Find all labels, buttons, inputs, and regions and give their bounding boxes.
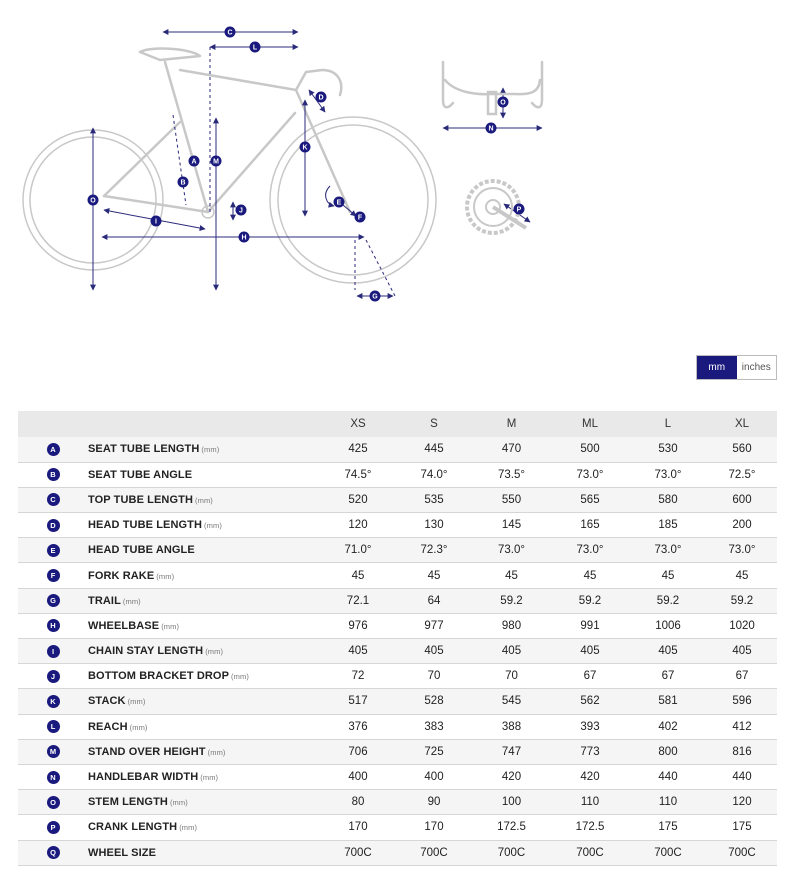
row-letter-badge: C xyxy=(47,493,60,506)
table-cell-m: 45 xyxy=(472,563,551,588)
table-cell-ml: 500 xyxy=(551,437,629,462)
table-cell-s: 130 xyxy=(396,513,472,538)
table-cell-ml: 700C xyxy=(551,840,629,865)
measurement-name: WHEELBASE xyxy=(88,619,160,632)
table-cell-m: 172.5 xyxy=(472,815,551,840)
table-cell-s: 535 xyxy=(396,487,472,512)
geometry-table xyxy=(18,411,777,866)
row-letter-badge: Q xyxy=(47,846,60,859)
table-cell-m: 145 xyxy=(472,513,551,538)
table-cell-xl: 73.0° xyxy=(707,538,777,563)
table-cell-l: 185 xyxy=(629,513,707,538)
badge-g xyxy=(370,291,381,302)
table-cell-l: 45 xyxy=(629,563,707,588)
table-cell-m: 388 xyxy=(472,714,551,739)
table-cell-xs: 400 xyxy=(320,764,396,789)
table-cell-xs: 976 xyxy=(320,613,396,638)
table-cell-l: 405 xyxy=(629,639,707,664)
table-cell-xs: 74.5° xyxy=(320,462,396,487)
table-row xyxy=(18,664,777,689)
table-cell-xs: 376 xyxy=(320,714,396,739)
measurement-unit: (mm) xyxy=(161,621,180,631)
table-cell-xl: 1020 xyxy=(707,613,777,638)
measurement-name: WHEEL SIZE xyxy=(88,846,157,859)
table-row xyxy=(18,462,777,487)
table-cell-m: 420 xyxy=(472,764,551,789)
row-letter-badge: K xyxy=(47,695,60,708)
measurement-name: HEAD TUBE ANGLE xyxy=(88,544,195,557)
table-row xyxy=(18,487,777,512)
row-letter-badge: L xyxy=(47,720,60,733)
measurement-unit: (mm) xyxy=(201,445,220,455)
svg-text:C: C xyxy=(227,29,233,37)
table-cell-m: 73.5° xyxy=(472,462,551,487)
table-cell-s: 64 xyxy=(396,588,472,613)
badge-h xyxy=(239,232,250,243)
svg-text:L: L xyxy=(252,44,258,52)
table-row xyxy=(18,815,777,840)
table-cell-l: 1006 xyxy=(629,613,707,638)
table-cell-xs: 520 xyxy=(320,487,396,512)
measurement-unit: (mm) xyxy=(204,521,222,531)
table-cell-ml: 45 xyxy=(551,563,629,588)
table-cell-xl: 59.2 xyxy=(707,588,777,613)
table-cell-l: 73.0° xyxy=(629,538,707,563)
table-cell-m: 70 xyxy=(472,664,551,689)
table-row xyxy=(18,563,777,588)
measurement-name: HEAD TUBE LENGTH xyxy=(88,519,203,532)
table-row xyxy=(18,437,777,462)
table-row xyxy=(18,840,777,865)
table-row xyxy=(18,513,777,538)
badge-o-stem xyxy=(498,97,509,108)
badge-f xyxy=(355,212,366,223)
row-letter-badge: F xyxy=(47,569,60,582)
measurement-name: REACH xyxy=(88,720,128,733)
table-cell-l: 67 xyxy=(629,664,707,689)
size-header: XS xyxy=(320,411,396,437)
measurement-unit: (mm) xyxy=(231,672,249,682)
measurement-unit: (mm) xyxy=(200,773,219,783)
row-letter-badge: D xyxy=(47,519,60,532)
row-letter-badge: O xyxy=(47,796,60,809)
table-cell-m: 405 xyxy=(472,639,551,664)
table-cell-l: 581 xyxy=(629,689,707,714)
measurement-unit: (mm) xyxy=(205,647,224,657)
bike-frame xyxy=(104,49,350,212)
svg-text:H: H xyxy=(241,234,247,242)
measurement-unit: (mm) xyxy=(122,596,141,606)
measurement-name: BOTTOM BRACKET DROP xyxy=(88,670,230,683)
table-cell-xs: 700C xyxy=(320,840,396,865)
measurement-unit: (mm) xyxy=(156,571,175,581)
badge-d xyxy=(316,92,327,103)
size-header: M xyxy=(472,411,551,437)
badge-m xyxy=(211,156,222,167)
table-cell-xl: 560 xyxy=(707,437,777,462)
table-cell-m: 470 xyxy=(472,437,551,462)
size-header: S xyxy=(396,411,472,437)
row-letter-badge: J xyxy=(47,670,60,683)
table-cell-l: 800 xyxy=(629,739,707,764)
table-cell-ml: 562 xyxy=(551,689,629,714)
table-cell-ml: 110 xyxy=(551,790,629,815)
size-header: ML xyxy=(551,411,629,437)
handlebar-front-view xyxy=(443,62,542,114)
table-cell-xl: 405 xyxy=(707,639,777,664)
table-cell-xl: 600 xyxy=(707,487,777,512)
table-cell-ml: 73.0° xyxy=(551,538,629,563)
table-row xyxy=(18,639,777,664)
svg-text:D: D xyxy=(318,94,324,102)
table-cell-xs: 80 xyxy=(320,790,396,815)
measurement-name: FORK RAKE xyxy=(88,569,155,582)
svg-text:B: B xyxy=(180,179,186,187)
table-row xyxy=(18,689,777,714)
svg-text:E: E xyxy=(336,199,342,207)
badge-n xyxy=(486,123,497,134)
measurement-unit: (mm) xyxy=(195,495,213,505)
measurement-unit: (mm) xyxy=(207,747,226,757)
table-cell-l: 580 xyxy=(629,487,707,512)
badge-e xyxy=(334,197,345,208)
measurement-name: TRAIL xyxy=(88,594,121,607)
svg-text:P: P xyxy=(516,206,522,214)
table-cell-xs: 72.1 xyxy=(320,588,396,613)
table-cell-xs: 45 xyxy=(320,563,396,588)
table-cell-m: 700C xyxy=(472,840,551,865)
table-cell-s: 383 xyxy=(396,714,472,739)
table-cell-s: 90 xyxy=(396,790,472,815)
table-cell-s: 700C xyxy=(396,840,472,865)
table-cell-m: 59.2 xyxy=(472,588,551,613)
svg-text:O: O xyxy=(90,197,96,205)
table-cell-ml: 773 xyxy=(551,739,629,764)
table-cell-ml: 59.2 xyxy=(551,588,629,613)
table-cell-ml: 393 xyxy=(551,714,629,739)
table-row xyxy=(18,790,777,815)
table-row xyxy=(18,764,777,789)
table-cell-ml: 991 xyxy=(551,613,629,638)
size-header: XL xyxy=(707,411,777,437)
table-cell-m: 545 xyxy=(472,689,551,714)
table-cell-s: 400 xyxy=(396,764,472,789)
unit-mm-button[interactable]: mm xyxy=(697,356,737,379)
table-row xyxy=(18,538,777,563)
row-letter-badge: E xyxy=(47,544,60,557)
svg-text:A: A xyxy=(191,158,197,166)
table-cell-xs: 517 xyxy=(320,689,396,714)
measurement-name: STAND OVER HEIGHT xyxy=(88,745,206,758)
table-cell-xs: 425 xyxy=(320,437,396,462)
svg-text:G: G xyxy=(372,293,378,301)
table-cell-m: 747 xyxy=(472,739,551,764)
table-cell-ml: 67 xyxy=(551,664,629,689)
measurement-name: STEM LENGTH xyxy=(88,796,168,809)
badge-a xyxy=(189,156,200,167)
badge-b xyxy=(178,177,189,188)
svg-text:O: O xyxy=(500,99,506,107)
row-letter-badge: P xyxy=(47,821,60,834)
table-cell-s: 977 xyxy=(396,613,472,638)
table-cell-xl: 596 xyxy=(707,689,777,714)
badge-p xyxy=(514,204,525,215)
table-cell-xs: 120 xyxy=(320,513,396,538)
measurement-name: SEAT TUBE LENGTH xyxy=(88,443,200,456)
measurement-name: CRANK LENGTH xyxy=(88,821,178,834)
table-cell-xs: 706 xyxy=(320,739,396,764)
table-cell-l: 73.0° xyxy=(629,462,707,487)
bike-geometry-diagram xyxy=(0,0,792,330)
table-cell-ml: 420 xyxy=(551,764,629,789)
svg-text:F: F xyxy=(357,214,363,222)
measurement-name: SEAT TUBE ANGLE xyxy=(88,468,193,481)
table-cell-s: 74.0° xyxy=(396,462,472,487)
measurement-unit: (mm) xyxy=(169,798,188,808)
table-cell-m: 550 xyxy=(472,487,551,512)
table-cell-ml: 565 xyxy=(551,487,629,512)
unit-inches-button[interactable]: inches xyxy=(737,356,777,379)
table-cell-l: 700C xyxy=(629,840,707,865)
table-cell-l: 175 xyxy=(629,815,707,840)
table-cell-l: 59.2 xyxy=(629,588,707,613)
table-cell-l: 440 xyxy=(629,764,707,789)
table-cell-xl: 700C xyxy=(707,840,777,865)
table-cell-m: 100 xyxy=(472,790,551,815)
table-row xyxy=(18,739,777,764)
size-header: L xyxy=(629,411,707,437)
row-letter-badge: A xyxy=(47,443,60,456)
unit-toggle[interactable] xyxy=(696,355,777,380)
table-cell-xl: 412 xyxy=(707,714,777,739)
measurement-unit: (mm) xyxy=(127,697,146,707)
table-cell-s: 405 xyxy=(396,639,472,664)
table-cell-xl: 440 xyxy=(707,764,777,789)
measurement-unit: (mm) xyxy=(179,823,198,833)
table-cell-s: 70 xyxy=(396,664,472,689)
table-cell-s: 528 xyxy=(396,689,472,714)
table-cell-m: 980 xyxy=(472,613,551,638)
table-cell-s: 45 xyxy=(396,563,472,588)
table-cell-ml: 172.5 xyxy=(551,815,629,840)
svg-text:I: I xyxy=(155,218,157,226)
row-letter-badge: H xyxy=(47,619,60,632)
measurement-unit: (mm) xyxy=(129,722,148,732)
table-cell-s: 445 xyxy=(396,437,472,462)
measurement-name: TOP TUBE LENGTH xyxy=(88,493,193,506)
table-cell-xl: 816 xyxy=(707,739,777,764)
front-wheel xyxy=(270,117,436,283)
table-cell-m: 73.0° xyxy=(472,538,551,563)
table-cell-xl: 175 xyxy=(707,815,777,840)
table-cell-xl: 45 xyxy=(707,563,777,588)
row-letter-badge: I xyxy=(47,645,60,658)
badge-c xyxy=(225,27,236,38)
table-row xyxy=(18,588,777,613)
table-cell-ml: 405 xyxy=(551,639,629,664)
table-cell-s: 725 xyxy=(396,739,472,764)
table-row xyxy=(18,613,777,638)
table-row xyxy=(18,714,777,739)
measurement-name: STACK xyxy=(88,695,126,708)
svg-text:J: J xyxy=(239,207,243,215)
table-cell-ml: 165 xyxy=(551,513,629,538)
measurement-name: CHAIN STAY LENGTH xyxy=(88,645,204,658)
table-cell-xl: 120 xyxy=(707,790,777,815)
table-cell-xs: 405 xyxy=(320,639,396,664)
row-letter-badge: B xyxy=(47,468,60,481)
table-cell-ml: 73.0° xyxy=(551,462,629,487)
badge-j xyxy=(236,205,247,216)
measurement-name: HANDLEBAR WIDTH xyxy=(88,771,199,784)
table-cell-xl: 72.5° xyxy=(707,462,777,487)
table-cell-l: 530 xyxy=(629,437,707,462)
table-header-row xyxy=(18,411,777,437)
table-cell-xs: 170 xyxy=(320,815,396,840)
row-letter-badge: M xyxy=(47,745,60,758)
badge-i xyxy=(151,216,162,227)
table-cell-s: 72.3° xyxy=(396,538,472,563)
table-cell-xl: 200 xyxy=(707,513,777,538)
svg-text:M: M xyxy=(213,158,219,166)
table-cell-s: 170 xyxy=(396,815,472,840)
badge-k xyxy=(300,142,311,153)
badge-l xyxy=(250,42,261,53)
svg-text:N: N xyxy=(488,125,494,133)
table-cell-l: 110 xyxy=(629,790,707,815)
table-cell-xl: 67 xyxy=(707,664,777,689)
svg-text:K: K xyxy=(302,144,308,152)
table-cell-l: 402 xyxy=(629,714,707,739)
row-letter-badge: N xyxy=(47,771,60,784)
table-cell-xs: 71.0° xyxy=(320,538,396,563)
table-cell-xs: 72 xyxy=(320,664,396,689)
row-letter-badge: G xyxy=(47,594,60,607)
badge-o xyxy=(88,195,99,206)
